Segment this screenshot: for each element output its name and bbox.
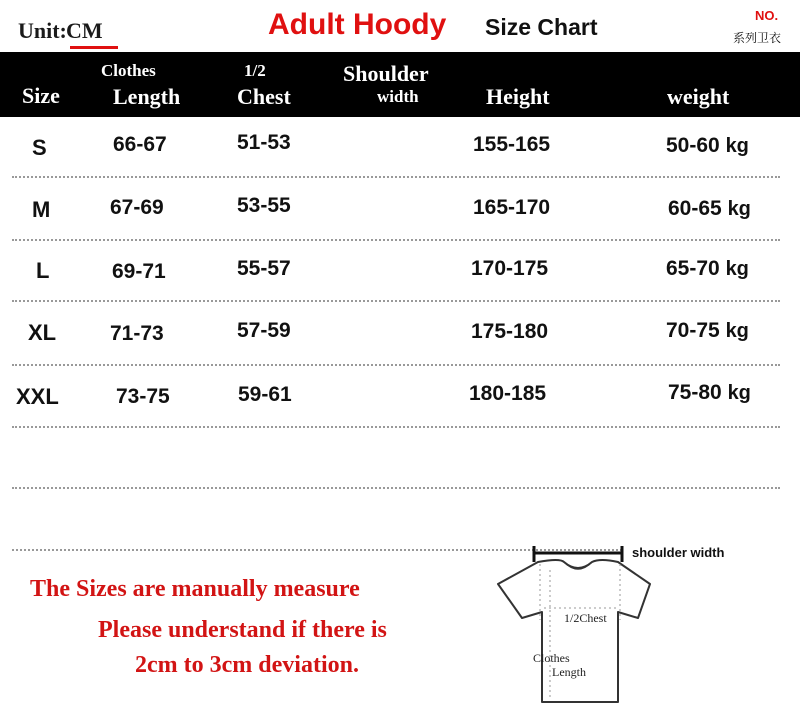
header-clothes: Clothes [101,61,156,80]
row-weight-unit: kg [725,320,749,342]
row-height: 170-175 [471,257,549,280]
row-length: 73-75 [116,385,170,408]
number-label: NO. [755,8,779,23]
header-half: 1/2 [244,61,266,80]
note-line-3: 2cm to 3cm deviation. [135,652,359,678]
row-weight-value: 50-60 [666,134,720,157]
row-chest: 51-53 [237,131,291,154]
row-size: S [32,135,47,160]
row-height: 165-170 [473,196,551,219]
row-weight [668,197,751,221]
unit-label [18,18,128,46]
shoulder-width-label: shoulder width [632,545,725,560]
row-height: 180-185 [469,382,547,405]
row-weight-unit: kg [725,258,749,280]
row-weight-unit: kg [727,382,751,404]
row-weight-value: 70-75 [666,319,720,342]
row-height: 155-165 [473,133,551,156]
chart-subtitle: Size Chart [485,14,598,40]
length-label: Length [552,665,586,679]
row-size: XL [28,320,57,345]
row-weight-value: 65-70 [666,257,720,280]
row-size: L [36,258,50,283]
header-length: Length [113,84,181,109]
row-divider [12,364,780,366]
header-chest: Chest [237,84,291,109]
row-weight [666,257,749,281]
note-line-2: Please understand if there is [98,617,387,643]
unit-prefix: Unit: [18,18,67,43]
unit-underline [70,46,118,49]
row-size: XXL [16,384,59,409]
row-divider [12,426,780,428]
row-weight-value: 75-80 [668,381,722,404]
header-size: Size [22,83,60,108]
row-chest: 55-57 [237,257,291,280]
row-chest: 53-55 [237,194,291,217]
series-label: 系列卫衣 [733,31,782,45]
row-divider [12,239,780,241]
row-divider [12,300,780,302]
unit-value: CM [66,18,103,43]
row-weight-unit: kg [727,198,751,220]
clothes-label: Clothes [533,651,570,665]
row-divider [12,487,780,489]
row-weight [666,319,749,343]
header-width: width [377,87,419,106]
row-length: 69-71 [112,260,166,283]
tshirt-outline-icon [490,540,800,708]
row-length: 67-69 [110,196,164,219]
row-size: M [32,197,51,222]
row-weight-unit: kg [725,135,749,157]
row-height: 175-180 [471,320,549,343]
row-divider [12,176,780,178]
header-weight: weight [667,84,730,109]
half-chest-label: 1/2Chest [564,611,607,625]
header-shoulder: Shoulder [343,61,429,86]
row-weight [666,134,749,158]
chart-title: Adult Hoody [268,8,447,41]
row-length: 66-67 [113,133,167,156]
row-weight-value: 60-65 [668,197,722,220]
measurement-diagram [490,540,800,708]
header-height: Height [486,84,550,109]
row-chest: 59-61 [238,383,292,406]
row-length: 71-73 [110,322,164,345]
row-chest: 57-59 [237,319,291,342]
row-weight [668,381,751,405]
note-line-1: The Sizes are manually measure [30,576,360,602]
